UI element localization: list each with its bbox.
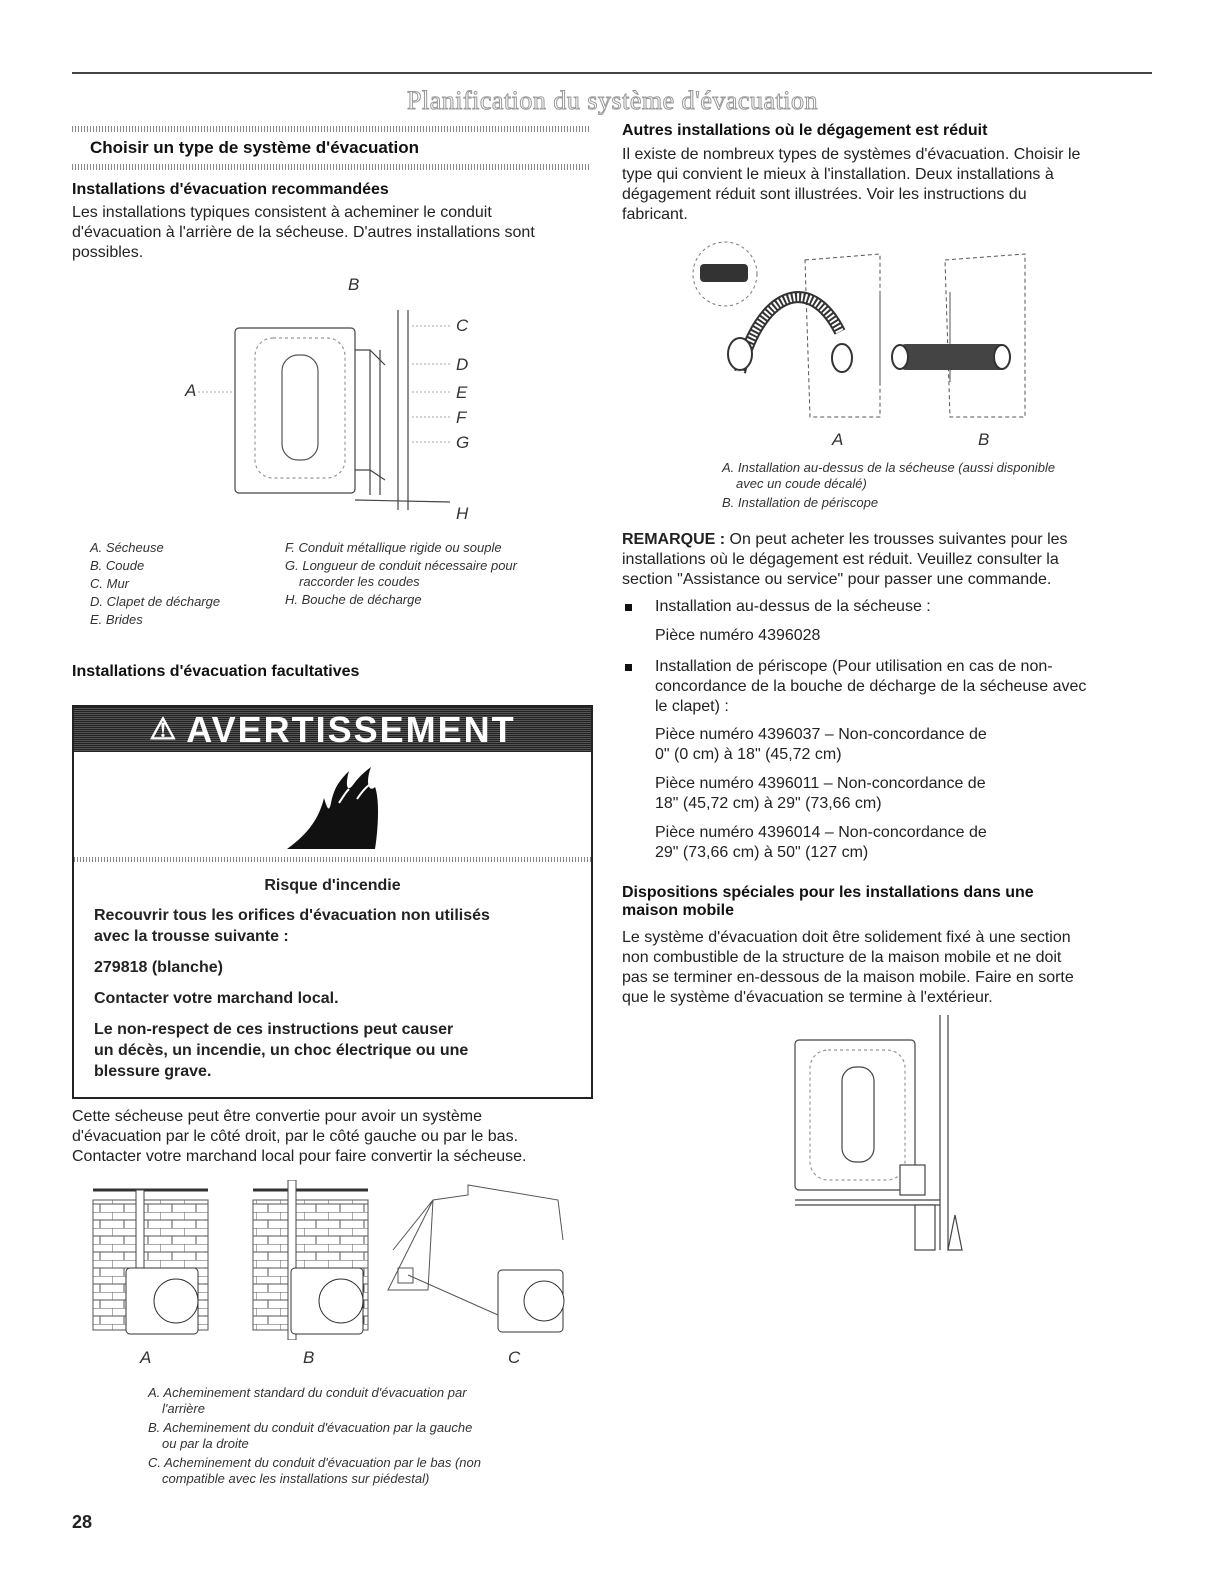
fig2-label-a: A [832, 430, 844, 449]
bullet-overhead: Installation au-dessus de la sécheuse : [655, 598, 931, 615]
fig3-captions: A. Acheminement standard du conduit d'évacuation par l'arrière B. Acheminement du conduit d'évacuation par la gauche ou par la droite C. Acheminement du conduit d'évacuation par le bas (non compatible avec les installations sur piédestal) [148, 1385, 481, 1486]
section-divider-bottom [72, 164, 589, 170]
warning-contact: Contacter votre marchand local. [94, 990, 339, 1007]
part-item: Pièce numéro 4396014 – Non-concordance de 29" (73,66 cm) à 50" (127 cm) [655, 824, 987, 861]
warning-title: AVERTISSEMENT [186, 708, 516, 750]
fig3-label-b: B [303, 1348, 315, 1367]
recommended-heading: Installations d'évacuation recommandées [72, 181, 389, 198]
note-label: REMARQUE : [622, 531, 726, 548]
warning-risk: Risque d'incendie [264, 877, 401, 894]
warning-line2: avec la trousse suivante : [94, 928, 289, 945]
warning-triangle-icon: ⚠ [149, 713, 179, 746]
conversion-paragraph: Cette sécheuse peut être convertie pour avoir un système d'évacuation par le côté droit, par le côté gauche ou par le bas. Contacter votre marchand local pour faire convertir la sécheuse. [72, 1108, 527, 1165]
fig3-label-a: A [140, 1348, 152, 1367]
fig3-label-c: C [508, 1348, 521, 1367]
fig1-label-b: B [348, 275, 360, 294]
reduced-clearance-paragraph: Il existe de nombreux types de systèmes d'évacuation. Choisir le type qui convient le mieux à l'installation. Deux installations à dégagement réduit sont illustrées. Voir les instructions du fabricant. [622, 146, 1081, 223]
part-item: Pièce numéro 4396011 – Non-concordance de 18" (45,72 cm) à 29" (73,66 cm) [655, 775, 986, 812]
mobile-home-heading: Dispositions spéciales pour les installations dans une maison mobile [622, 884, 1034, 919]
warning-line1: Recouvrir tous les orifices d'évacuation non utilisés [94, 907, 490, 924]
top-rule [72, 72, 1152, 74]
note-paragraph: REMARQUE : On peut acheter les trousses suivantes pour les installations où le dégagement est réduit. Veuillez consulter la section "Assistance ou service" pour passer une commande. [622, 531, 1068, 588]
fig1-label-a: A [185, 381, 197, 400]
fig1-label-c: C [456, 316, 469, 335]
warning-separator [74, 857, 591, 862]
part-item: Pièce numéro 4396037 – Non-concordance de 0" (0 cm) à 18" (45,72 cm) [655, 726, 987, 763]
section-divider-top [72, 126, 589, 132]
warning-box [72, 705, 593, 1099]
mobile-home-diagram [780, 1015, 990, 1255]
page-title: Planification du système d'évacuation [407, 86, 818, 115]
mobile-home-paragraph: Le système d'évacuation doit être solidement fixé à une section non combustible de la structure de la maison mobile et ne doit pas se terminer en-dessous de la maison mobile. Faire en sorte que le système d'évacuation se termine à l'extérieur. [622, 929, 1074, 1006]
warning-kit: 279818 (blanche) [94, 959, 223, 976]
page-number: 28 [72, 1512, 93, 1532]
reduced-clearance-heading: Autres installations où le dégagement est réduit [622, 122, 988, 139]
bullet-periscope: Installation de périscope (Pour utilisation en cas de non- concordance de la bouche de décharge de la sécheuse avec le clapet) : [655, 658, 1087, 715]
fig1-label-g: G [456, 433, 470, 452]
fire-icon [279, 763, 389, 853]
fig1-label-f: F [456, 408, 467, 427]
exhaust-routing-diagram [88, 1180, 578, 1340]
section-title: Choisir un type de système d'évacuation [90, 138, 420, 157]
fig1-label-h: H [456, 504, 469, 523]
warning-conseq2: un décès, un incendie, un choc électrique ou une [94, 1042, 469, 1059]
part-list [655, 725, 987, 863]
fig1-legend-right: F. Conduit métallique rigide ou souple G. Longueur de conduit nécessaire pour raccorder les coudes H. Bouche de décharge [285, 540, 517, 607]
bullet-icon [625, 664, 632, 671]
fig1-label-d: D [456, 355, 469, 374]
fig2-captions: A. Installation au-dessus de la sécheuse (aussi disponible avec un coude décalé) B. Installation de périscope [722, 460, 1056, 510]
warning-conseq3: blessure grave. [94, 1063, 212, 1080]
warning-header [74, 707, 591, 752]
bullet-icon [625, 604, 632, 611]
part-overhead: Pièce numéro 4396028 [655, 627, 821, 644]
reduced-clearance-diagram [680, 232, 1060, 422]
fig2-label-b: B [978, 430, 990, 449]
warning-conseq1: Le non-respect de ces instructions peut causer [94, 1021, 454, 1038]
optional-heading: Installations d'évacuation facultatives [72, 663, 360, 680]
recommended-exhaust-diagram [180, 270, 480, 520]
recommended-paragraph: Les installations typiques consistent à acheminer le conduit d'évacuation à l'arrière de la sécheuse. D'autres installations sont possibles. [72, 204, 535, 261]
fig1-label-e: E [456, 383, 468, 402]
fig1-legend-left: A. Sécheuse B. Coude C. Mur D. Clapet de décharge E. Brides [90, 540, 221, 627]
